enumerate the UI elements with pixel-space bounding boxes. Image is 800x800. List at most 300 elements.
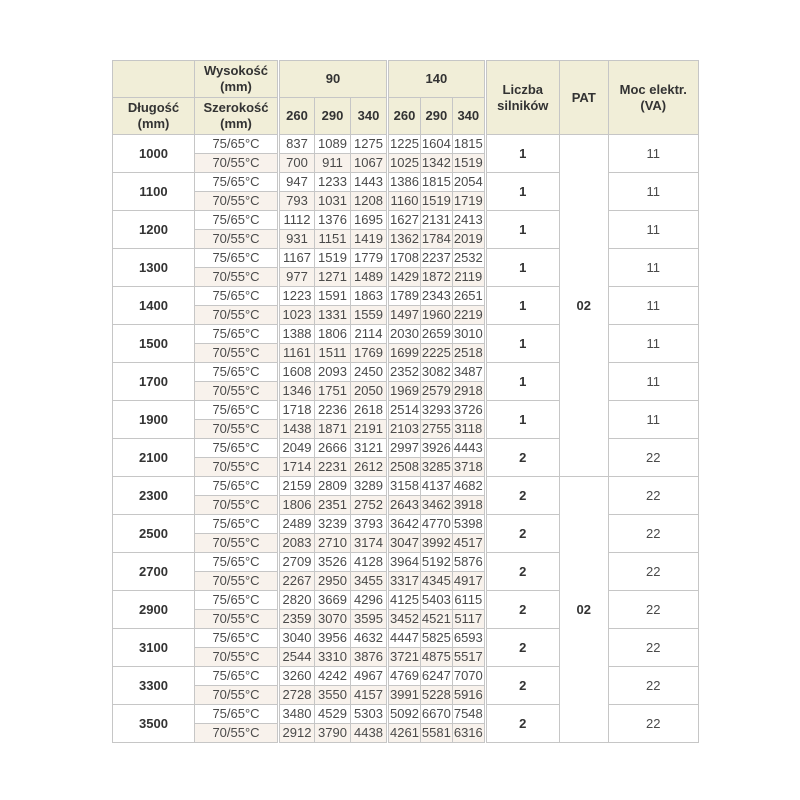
value-cell: 3526 [315, 553, 351, 572]
value-cell: 2666 [315, 439, 351, 458]
power-cell: 22 [608, 439, 698, 477]
value-cell: 1627 [388, 211, 421, 230]
value-cell: 2912 [279, 724, 315, 743]
power-cell: 11 [608, 363, 698, 401]
value-cell: 2809 [315, 477, 351, 496]
value-cell: 3918 [452, 496, 485, 515]
value-cell: 1806 [279, 496, 315, 515]
value-cell: 4917 [452, 572, 485, 591]
value-cell: 1719 [452, 192, 485, 211]
length-cell: 1300 [113, 249, 195, 287]
value-cell: 3718 [452, 458, 485, 477]
value-cell: 1271 [315, 268, 351, 287]
value-cell: 1872 [420, 268, 452, 287]
value-cell: 2755 [420, 420, 452, 439]
temp-cell: 70/55°C [195, 496, 279, 515]
value-cell: 1419 [351, 230, 388, 249]
temp-cell: 75/65°C [195, 591, 279, 610]
value-cell: 1718 [279, 401, 315, 420]
table-row [113, 135, 699, 154]
header-pat: PAT [559, 61, 608, 135]
spec-table [112, 60, 699, 743]
value-cell: 3991 [388, 686, 421, 705]
power-cell: 11 [608, 173, 698, 211]
value-cell: 3121 [351, 439, 388, 458]
value-cell: 4296 [351, 591, 388, 610]
value-cell: 1233 [315, 173, 351, 192]
temp-cell: 70/55°C [195, 458, 279, 477]
value-cell: 1067 [351, 154, 388, 173]
value-cell: 5117 [452, 610, 485, 629]
length-cell: 2900 [113, 591, 195, 629]
value-cell: 5303 [351, 705, 388, 724]
motors-cell: 1 [485, 211, 559, 249]
value-cell: 1519 [315, 249, 351, 268]
value-cell: 1969 [388, 382, 421, 401]
corner-cell [113, 61, 195, 98]
motors-cell: 1 [485, 135, 559, 173]
value-cell: 4443 [452, 439, 485, 458]
value-cell: 5517 [452, 648, 485, 667]
pat-cell: 02 [559, 135, 608, 477]
value-cell: 3260 [279, 667, 315, 686]
motors-cell: 2 [485, 439, 559, 477]
value-cell: 977 [279, 268, 315, 287]
power-cell: 11 [608, 401, 698, 439]
value-cell: 837 [279, 135, 315, 154]
length-cell: 3300 [113, 667, 195, 705]
value-cell: 3462 [420, 496, 452, 515]
value-cell: 4261 [388, 724, 421, 743]
value-cell: 2532 [452, 249, 485, 268]
value-cell: 3310 [315, 648, 351, 667]
header-row-1 [113, 61, 699, 98]
header-width-260a: 260 [279, 98, 315, 135]
value-cell: 1429 [388, 268, 421, 287]
value-cell: 3956 [315, 629, 351, 648]
value-cell: 3926 [420, 439, 452, 458]
temp-cell: 75/65°C [195, 401, 279, 420]
value-cell: 2618 [351, 401, 388, 420]
value-cell: 2514 [388, 401, 421, 420]
value-cell: 3595 [351, 610, 388, 629]
value-cell: 1519 [452, 154, 485, 173]
value-cell: 793 [279, 192, 315, 211]
table-row [113, 705, 699, 724]
table-row [113, 173, 699, 192]
value-cell: 4447 [388, 629, 421, 648]
value-cell: 1714 [279, 458, 315, 477]
temp-cell: 70/55°C [195, 230, 279, 249]
motors-cell: 1 [485, 363, 559, 401]
value-cell: 3793 [351, 515, 388, 534]
value-cell: 4128 [351, 553, 388, 572]
header-width-340b: 340 [452, 98, 485, 135]
value-cell: 2131 [420, 211, 452, 230]
value-cell: 3010 [452, 325, 485, 344]
value-cell: 1443 [351, 173, 388, 192]
value-cell: 3721 [388, 648, 421, 667]
value-cell: 3550 [315, 686, 351, 705]
value-cell: 1604 [420, 135, 452, 154]
temp-cell: 70/55°C [195, 344, 279, 363]
value-cell: 4345 [420, 572, 452, 591]
motors-cell: 2 [485, 667, 559, 705]
value-cell: 2728 [279, 686, 315, 705]
value-cell: 3642 [388, 515, 421, 534]
value-cell: 1960 [420, 306, 452, 325]
motors-cell: 2 [485, 515, 559, 553]
table-row [113, 325, 699, 344]
value-cell: 5916 [452, 686, 485, 705]
value-cell: 1223 [279, 287, 315, 306]
value-cell: 1023 [279, 306, 315, 325]
value-cell: 2752 [351, 496, 388, 515]
pat-cell: 02 [559, 477, 608, 743]
value-cell: 4632 [351, 629, 388, 648]
temp-cell: 70/55°C [195, 306, 279, 325]
temp-cell: 70/55°C [195, 420, 279, 439]
value-cell: 3452 [388, 610, 421, 629]
value-cell: 5825 [420, 629, 452, 648]
value-cell: 3285 [420, 458, 452, 477]
value-cell: 3239 [315, 515, 351, 534]
temp-cell: 75/65°C [195, 249, 279, 268]
value-cell: 2359 [279, 610, 315, 629]
length-cell: 3500 [113, 705, 195, 743]
value-cell: 4682 [452, 477, 485, 496]
value-cell: 1331 [315, 306, 351, 325]
value-cell: 2093 [315, 363, 351, 382]
value-cell: 6593 [452, 629, 485, 648]
value-cell: 3487 [452, 363, 485, 382]
value-cell: 2820 [279, 591, 315, 610]
temp-cell: 70/55°C [195, 268, 279, 287]
value-cell: 2709 [279, 553, 315, 572]
table-row [113, 363, 699, 382]
length-cell: 1100 [113, 173, 195, 211]
power-cell: 22 [608, 629, 698, 667]
power-cell: 11 [608, 287, 698, 325]
power-cell: 11 [608, 211, 698, 249]
header-liczba-silnikow: Liczba silników [485, 61, 559, 135]
value-cell: 2918 [452, 382, 485, 401]
header-moc-elektr: Moc elektr. (VA) [608, 61, 698, 135]
value-cell: 1112 [279, 211, 315, 230]
value-cell: 2508 [388, 458, 421, 477]
value-cell: 6316 [452, 724, 485, 743]
value-cell: 5092 [388, 705, 421, 724]
value-cell: 4242 [315, 667, 351, 686]
value-cell: 2413 [452, 211, 485, 230]
value-cell: 3040 [279, 629, 315, 648]
value-cell: 3293 [420, 401, 452, 420]
value-cell: 1388 [279, 325, 315, 344]
value-cell: 2710 [315, 534, 351, 553]
length-cell: 2300 [113, 477, 195, 515]
value-cell: 3158 [388, 477, 421, 496]
value-cell: 2489 [279, 515, 315, 534]
value-cell: 2518 [452, 344, 485, 363]
value-cell: 1362 [388, 230, 421, 249]
value-cell: 2267 [279, 572, 315, 591]
value-cell: 2030 [388, 325, 421, 344]
value-cell: 5403 [420, 591, 452, 610]
header-wysokosc: Wysokość (mm) [195, 61, 279, 98]
power-cell: 11 [608, 135, 698, 173]
value-cell: 1275 [351, 135, 388, 154]
motors-cell: 2 [485, 553, 559, 591]
value-cell: 2343 [420, 287, 452, 306]
temp-cell: 75/65°C [195, 667, 279, 686]
value-cell: 1089 [315, 135, 351, 154]
motors-cell: 2 [485, 629, 559, 667]
value-cell: 6247 [420, 667, 452, 686]
value-cell: 4529 [315, 705, 351, 724]
header-width-290a: 290 [315, 98, 351, 135]
temp-cell: 75/65°C [195, 211, 279, 230]
header-width-340a: 340 [351, 98, 388, 135]
value-cell: 6670 [420, 705, 452, 724]
temp-cell: 75/65°C [195, 135, 279, 154]
temp-cell: 75/65°C [195, 705, 279, 724]
value-cell: 2352 [388, 363, 421, 382]
value-cell: 2651 [452, 287, 485, 306]
value-cell: 1789 [388, 287, 421, 306]
value-cell: 911 [315, 154, 351, 173]
motors-cell: 1 [485, 173, 559, 211]
value-cell: 1025 [388, 154, 421, 173]
value-cell: 1167 [279, 249, 315, 268]
length-cell: 1000 [113, 135, 195, 173]
temp-cell: 70/55°C [195, 572, 279, 591]
value-cell: 947 [279, 173, 315, 192]
length-cell: 1200 [113, 211, 195, 249]
temp-cell: 70/55°C [195, 534, 279, 553]
power-cell: 11 [608, 249, 698, 287]
value-cell: 4438 [351, 724, 388, 743]
value-cell: 1815 [420, 173, 452, 192]
value-cell: 1779 [351, 249, 388, 268]
value-cell: 1489 [351, 268, 388, 287]
value-cell: 4770 [420, 515, 452, 534]
header-group-90: 90 [279, 61, 388, 98]
value-cell: 3480 [279, 705, 315, 724]
power-cell: 22 [608, 515, 698, 553]
temp-cell: 75/65°C [195, 287, 279, 306]
value-cell: 7548 [452, 705, 485, 724]
table-row [113, 515, 699, 534]
value-cell: 2050 [351, 382, 388, 401]
value-cell: 4137 [420, 477, 452, 496]
table-row [113, 211, 699, 230]
value-cell: 2019 [452, 230, 485, 249]
value-cell: 1438 [279, 420, 315, 439]
value-cell: 1769 [351, 344, 388, 363]
temp-cell: 75/65°C [195, 173, 279, 192]
value-cell: 6115 [452, 591, 485, 610]
value-cell: 1784 [420, 230, 452, 249]
value-cell: 1695 [351, 211, 388, 230]
value-cell: 2351 [315, 496, 351, 515]
value-cell: 5192 [420, 553, 452, 572]
temp-cell: 70/55°C [195, 154, 279, 173]
value-cell: 4967 [351, 667, 388, 686]
length-cell: 2500 [113, 515, 195, 553]
value-cell: 2643 [388, 496, 421, 515]
temp-cell: 75/65°C [195, 363, 279, 382]
power-cell: 22 [608, 591, 698, 629]
value-cell: 3669 [315, 591, 351, 610]
value-cell: 1708 [388, 249, 421, 268]
value-cell: 2450 [351, 363, 388, 382]
temp-cell: 70/55°C [195, 648, 279, 667]
value-cell: 1161 [279, 344, 315, 363]
value-cell: 1386 [388, 173, 421, 192]
value-cell: 1497 [388, 306, 421, 325]
table-row [113, 477, 699, 496]
value-cell: 1863 [351, 287, 388, 306]
value-cell: 931 [279, 230, 315, 249]
value-cell: 1815 [452, 135, 485, 154]
temp-cell: 70/55°C [195, 192, 279, 211]
motors-cell: 2 [485, 477, 559, 515]
value-cell: 2119 [452, 268, 485, 287]
table-row [113, 287, 699, 306]
value-cell: 1151 [315, 230, 351, 249]
value-cell: 4769 [388, 667, 421, 686]
header-dlugosc: Długość (mm) [113, 98, 195, 135]
value-cell: 2997 [388, 439, 421, 458]
value-cell: 1376 [315, 211, 351, 230]
value-cell: 4157 [351, 686, 388, 705]
power-cell: 22 [608, 477, 698, 515]
value-cell: 5581 [420, 724, 452, 743]
motors-cell: 2 [485, 591, 559, 629]
value-cell: 1591 [315, 287, 351, 306]
power-cell: 22 [608, 553, 698, 591]
value-cell: 3082 [420, 363, 452, 382]
value-cell: 1519 [420, 192, 452, 211]
temp-cell: 75/65°C [195, 553, 279, 572]
temp-cell: 75/65°C [195, 325, 279, 344]
value-cell: 2225 [420, 344, 452, 363]
value-cell: 7070 [452, 667, 485, 686]
value-cell: 3876 [351, 648, 388, 667]
value-cell: 4521 [420, 610, 452, 629]
value-cell: 2219 [452, 306, 485, 325]
value-cell: 3992 [420, 534, 452, 553]
value-cell: 5228 [420, 686, 452, 705]
value-cell: 1511 [315, 344, 351, 363]
length-cell: 2700 [113, 553, 195, 591]
motors-cell: 1 [485, 325, 559, 363]
header-group-140: 140 [388, 61, 486, 98]
length-cell: 3100 [113, 629, 195, 667]
length-cell: 1400 [113, 287, 195, 325]
power-cell: 22 [608, 705, 698, 743]
value-cell: 2103 [388, 420, 421, 439]
power-cell: 22 [608, 667, 698, 705]
value-cell: 2579 [420, 382, 452, 401]
value-cell: 2236 [315, 401, 351, 420]
value-cell: 1608 [279, 363, 315, 382]
length-cell: 2100 [113, 439, 195, 477]
value-cell: 2191 [351, 420, 388, 439]
table-row [113, 249, 699, 268]
value-cell: 3790 [315, 724, 351, 743]
value-cell: 3455 [351, 572, 388, 591]
temp-cell: 75/65°C [195, 439, 279, 458]
value-cell: 1208 [351, 192, 388, 211]
table-row [113, 439, 699, 458]
motors-cell: 2 [485, 705, 559, 743]
value-cell: 3289 [351, 477, 388, 496]
value-cell: 1806 [315, 325, 351, 344]
value-cell: 3317 [388, 572, 421, 591]
temp-cell: 75/65°C [195, 515, 279, 534]
value-cell: 1342 [420, 154, 452, 173]
temp-cell: 70/55°C [195, 686, 279, 705]
value-cell: 1699 [388, 344, 421, 363]
header-width-260b: 260 [388, 98, 421, 135]
table-body [113, 135, 699, 743]
temp-cell: 70/55°C [195, 610, 279, 629]
temp-cell: 75/65°C [195, 477, 279, 496]
table-header [113, 61, 699, 135]
table-row [113, 553, 699, 572]
motors-cell: 1 [485, 401, 559, 439]
value-cell: 1031 [315, 192, 351, 211]
value-cell: 2612 [351, 458, 388, 477]
motors-cell: 1 [485, 287, 559, 325]
value-cell: 2114 [351, 325, 388, 344]
value-cell: 1160 [388, 192, 421, 211]
value-cell: 2659 [420, 325, 452, 344]
value-cell: 2237 [420, 249, 452, 268]
temp-cell: 70/55°C [195, 382, 279, 401]
value-cell: 1346 [279, 382, 315, 401]
value-cell: 3726 [452, 401, 485, 420]
power-cell: 11 [608, 325, 698, 363]
value-cell: 4125 [388, 591, 421, 610]
table-row [113, 401, 699, 420]
value-cell: 2950 [315, 572, 351, 591]
value-cell: 1871 [315, 420, 351, 439]
value-cell: 4517 [452, 534, 485, 553]
header-width-290b: 290 [420, 98, 452, 135]
value-cell: 5398 [452, 515, 485, 534]
temp-cell: 75/65°C [195, 629, 279, 648]
value-cell: 4875 [420, 648, 452, 667]
value-cell: 3047 [388, 534, 421, 553]
value-cell: 2054 [452, 173, 485, 192]
value-cell: 2544 [279, 648, 315, 667]
value-cell: 3070 [315, 610, 351, 629]
value-cell: 5876 [452, 553, 485, 572]
table-row [113, 629, 699, 648]
value-cell: 2083 [279, 534, 315, 553]
value-cell: 2049 [279, 439, 315, 458]
motors-cell: 1 [485, 249, 559, 287]
value-cell: 1751 [315, 382, 351, 401]
value-cell: 2159 [279, 477, 315, 496]
length-cell: 1900 [113, 401, 195, 439]
temp-cell: 70/55°C [195, 724, 279, 743]
length-cell: 1700 [113, 363, 195, 401]
value-cell: 700 [279, 154, 315, 173]
value-cell: 3118 [452, 420, 485, 439]
